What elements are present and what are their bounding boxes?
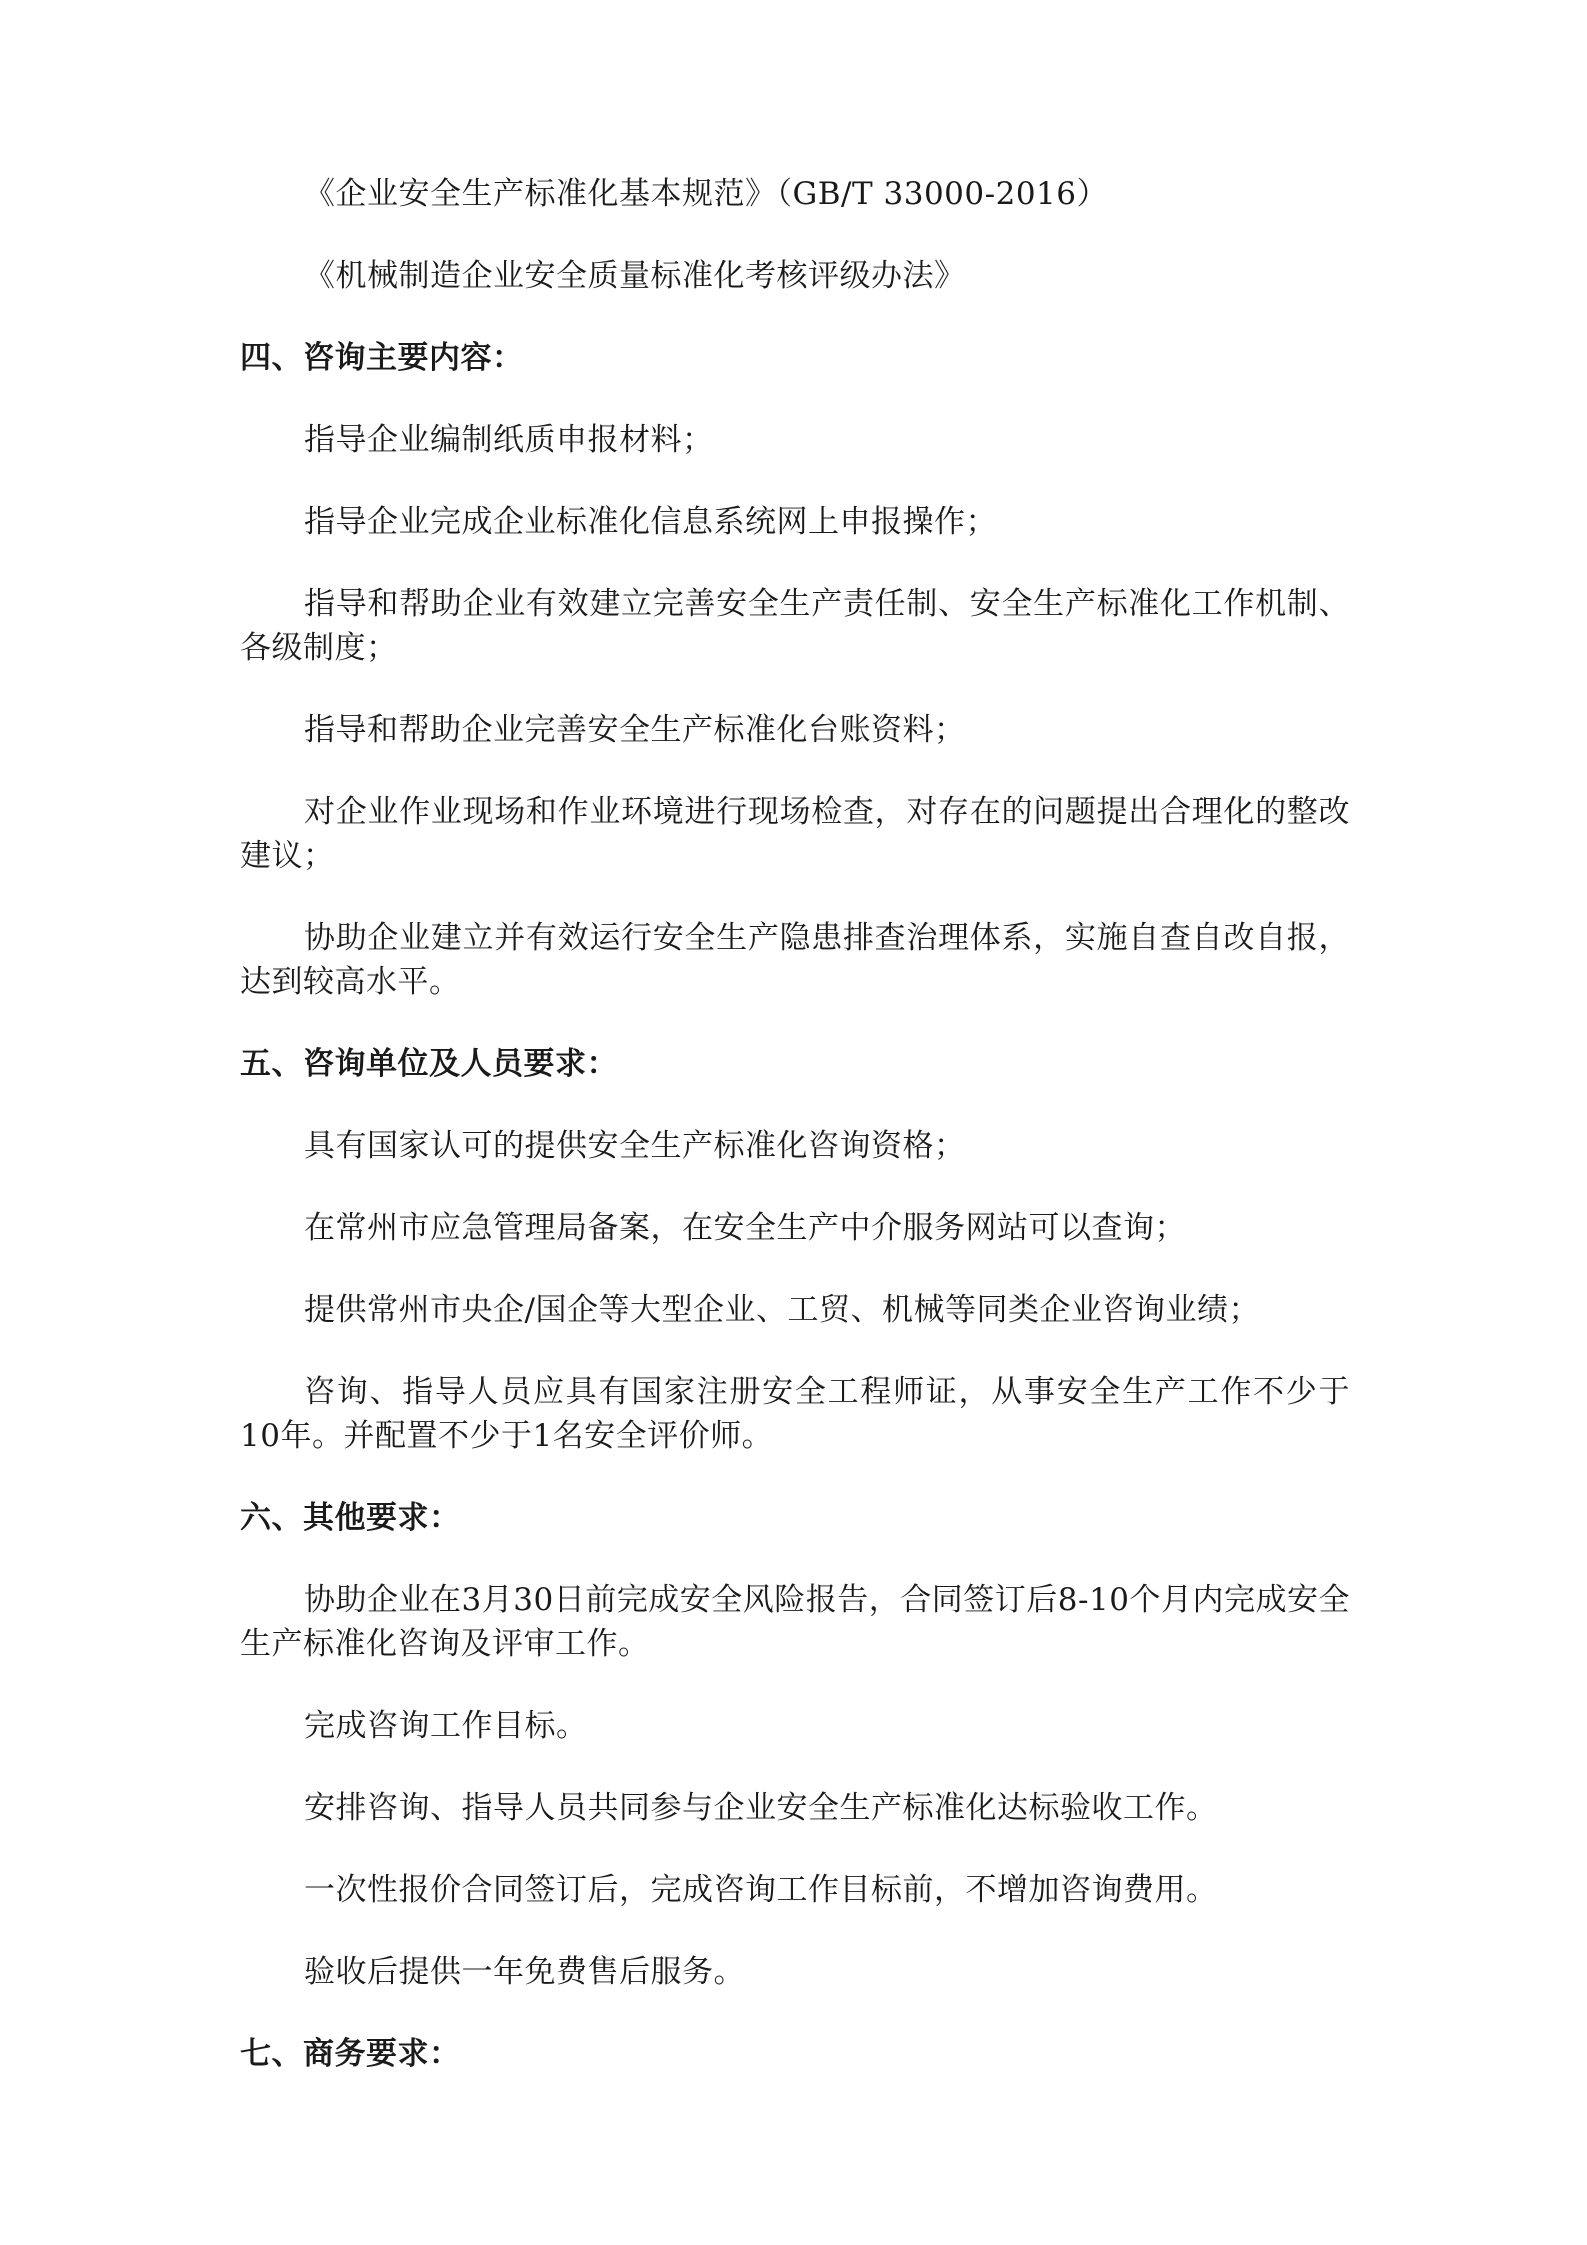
paragraph: 一次性报价合同签订后，完成咨询工作目标前，不增加咨询费用。 (304, 1872, 1218, 1908)
section-heading-consulting-content: 四、咨询主要内容： (240, 340, 524, 376)
paragraph: 具有国家认可的提供安全生产标准化咨询资格； (304, 1128, 966, 1164)
paragraph: 验收后提供一年免费售后服务。 (304, 1954, 745, 1990)
paragraph: 提供常州市央企/国企等大型企业、工贸、机械等同类企业咨询业绩； (304, 1292, 1260, 1328)
section-heading-unit-requirements: 五、咨询单位及人员要求： (240, 1046, 618, 1082)
paragraph: 完成咨询工作目标。 (304, 1708, 588, 1744)
paragraph: 安排咨询、指导人员共同参与企业安全生产标准化达标验收工作。 (304, 1790, 1218, 1826)
section-heading-other-requirements: 六、其他要求： (240, 1500, 461, 1536)
paragraph: 咨询、指导人员应具有国家注册安全工程师证，从事安全生产工作不少于10年。并配置不少于1名安全评价师。 (240, 1374, 1350, 1454)
paragraph: 对企业作业现场和作业环境进行现场检查，对存在的问题提出合理化的整改建议； (240, 794, 1350, 874)
reference-standard-1: 《企业安全生产标准化基本规范》（GB/T 33000-2016） (304, 176, 1109, 212)
paragraph: 协助企业建立并有效运行安全生产隐患排查治理体系，实施自查自改自报，达到较高水平。 (240, 920, 1350, 1000)
paragraph: 在常州市应急管理局备案，在安全生产中介服务网站可以查询； (304, 1210, 1186, 1246)
paragraph: 协助企业在3月30日前完成安全风险报告，合同签订后8-10个月内完成安全生产标准化咨询及评审工作。 (240, 1582, 1350, 1662)
paragraph: 指导企业编制纸质申报材料； (304, 422, 714, 458)
section-heading-business-requirements: 七、商务要求： (240, 2036, 461, 2072)
paragraph: 指导和帮助企业有效建立完善安全生产责任制、安全生产标准化工作机制、各级制度； (240, 586, 1350, 666)
reference-standard-2: 《机械制造企业安全质量标准化考核评级办法》 (304, 258, 966, 294)
document-body (240, 172, 1350, 2114)
paragraph: 指导企业完成企业标准化信息系统网上申报操作； (304, 504, 997, 540)
paragraph: 指导和帮助企业完善安全生产标准化台账资料； (304, 712, 966, 748)
